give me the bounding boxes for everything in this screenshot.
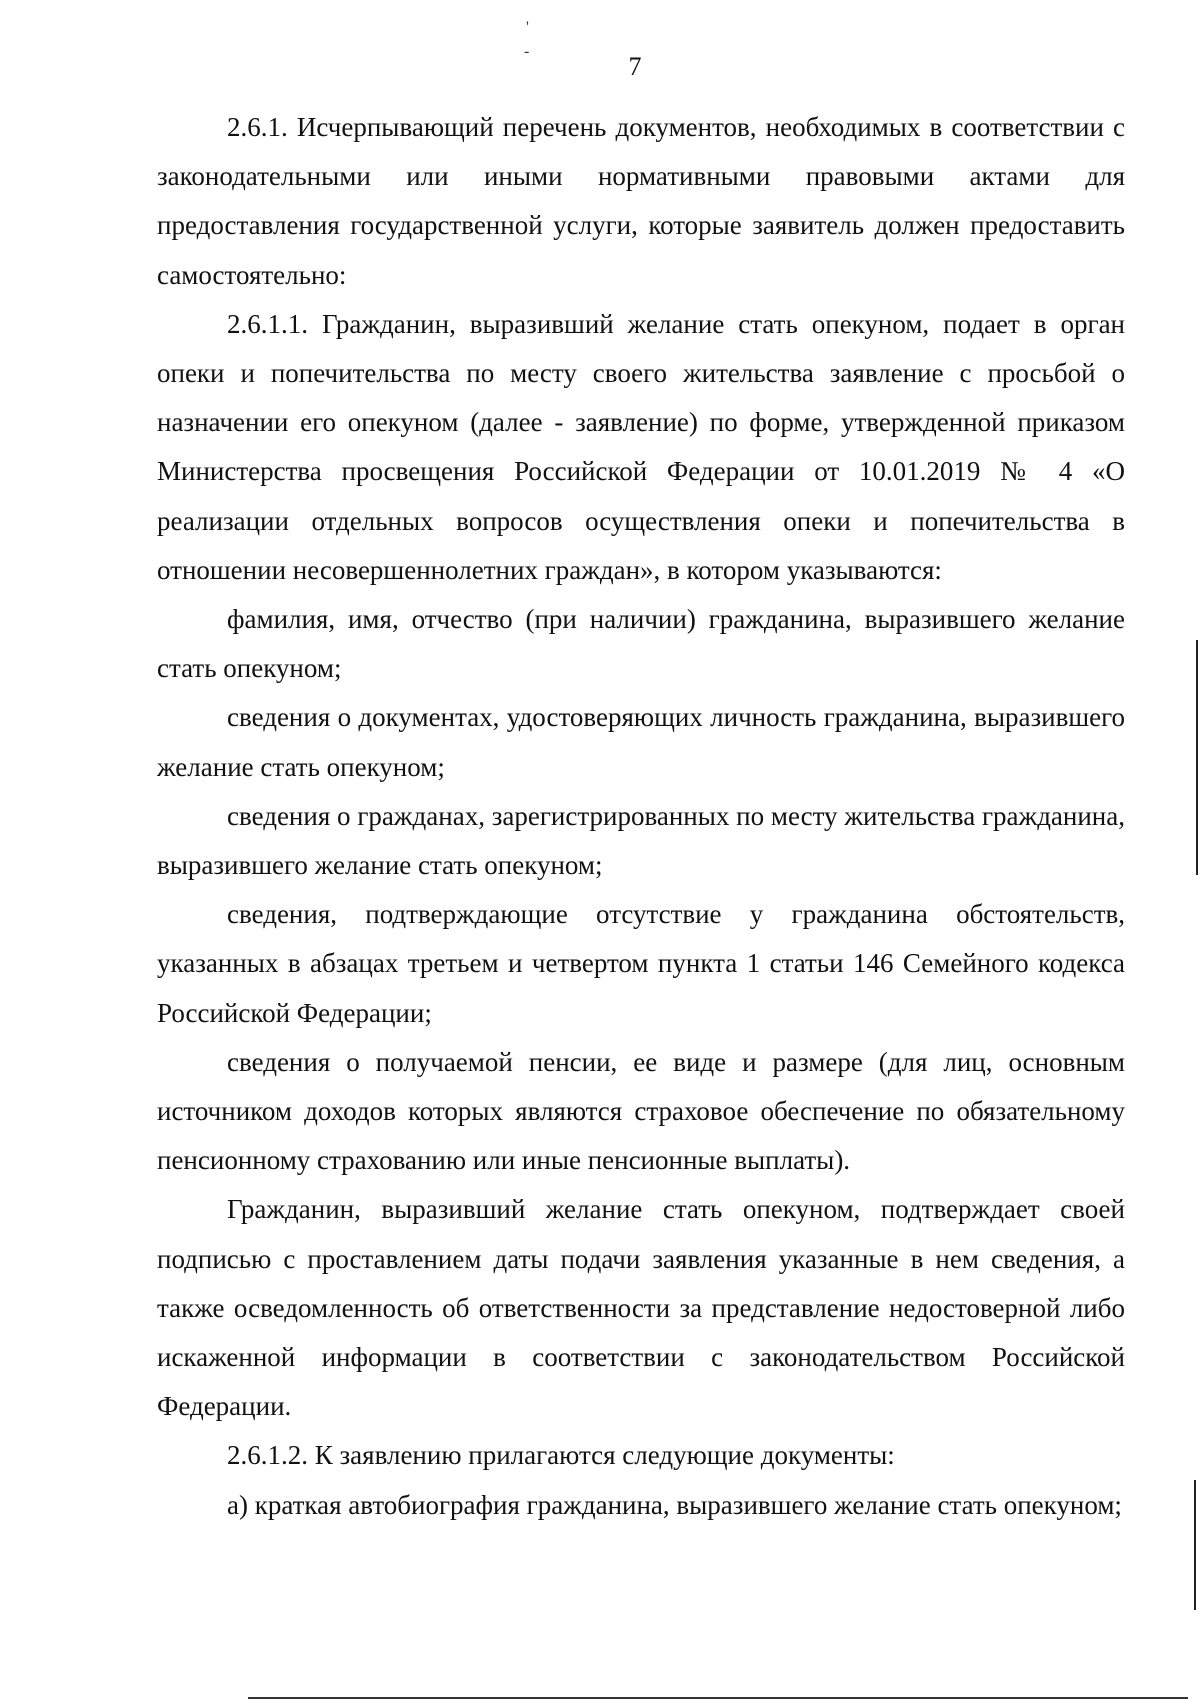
scan-edge-line — [1194, 1480, 1196, 1610]
paragraph: сведения о гражданах, зарегистрированных по месту жительства гражданина, выразившего желание стать опекуном; — [157, 800, 1125, 881]
scan-edge-line — [1196, 640, 1198, 875]
paragraph: а) краткая автобиография гражданина, выразившего желание стать опекуном; — [227, 1489, 1122, 1520]
paragraph: 2.6.1.1. Гражданин, выразивший желание стать опекуном, подает в орган опеки и попечительства по месту своего жительства заявление с просьбой о назначении его опекуном (далее - заявление) по форме, утвержденной приказом Министерства просвещения Российской Федерации от 10.01.2019 № 4 «О реализации отдельных вопросов осуществления опеки и попечительства в отношении несовершеннолетних граждан», в котором указываются: — [157, 308, 1125, 585]
paragraph: сведения, подтверждающие отсутствие у гражданина обстоятельств, указанных в абзацах третьем и четвертом пункта 1 статьи 146 Семейного кодекса Российской Федерации; — [157, 899, 1125, 1028]
scan-artifact-mark: ' — [526, 19, 529, 36]
paragraph: сведения о получаемой пенсии, ее виде и размере (для лиц, основным источником доходов которых являются страховое обеспечение по обязательному пенсионному страхованию или иные пенсионные выплаты). — [157, 1046, 1125, 1176]
page-number: 7 — [628, 52, 642, 81]
paragraph: 2.6.1.2. К заявлению прилагаются следующие документы: — [227, 1440, 895, 1471]
paragraph: сведения о документах, удостоверяющих личность гражданина, выразившего желание стать опекуном; — [157, 702, 1125, 782]
scan-bottom-edge — [248, 1697, 1188, 1699]
paragraph: 2.6.1. Исчерпывающий перечень документов, необходимых в соответствии с законодательными или иными нормативными правовыми актами для предоставления государственной услуги, которые заявитель должен предоставить самостоятельно: — [157, 112, 1125, 290]
document-body — [157, 103, 1125, 1530]
scan-artifact-mark: - — [524, 43, 530, 60]
paragraph: Гражданин, выразивший желание стать опекуном, подтверждает своей подписью с проставлением даты подачи заявления указанные в нем сведения, а также осведомленность об ответственности за представление недостоверной либо искаженной информации в соответствии с законодательством Российской Федерации. — [157, 1194, 1125, 1422]
paragraph: фамилия, имя, отчество (при наличии) гражданина, выразившего желание стать опекуном; — [157, 604, 1125, 684]
